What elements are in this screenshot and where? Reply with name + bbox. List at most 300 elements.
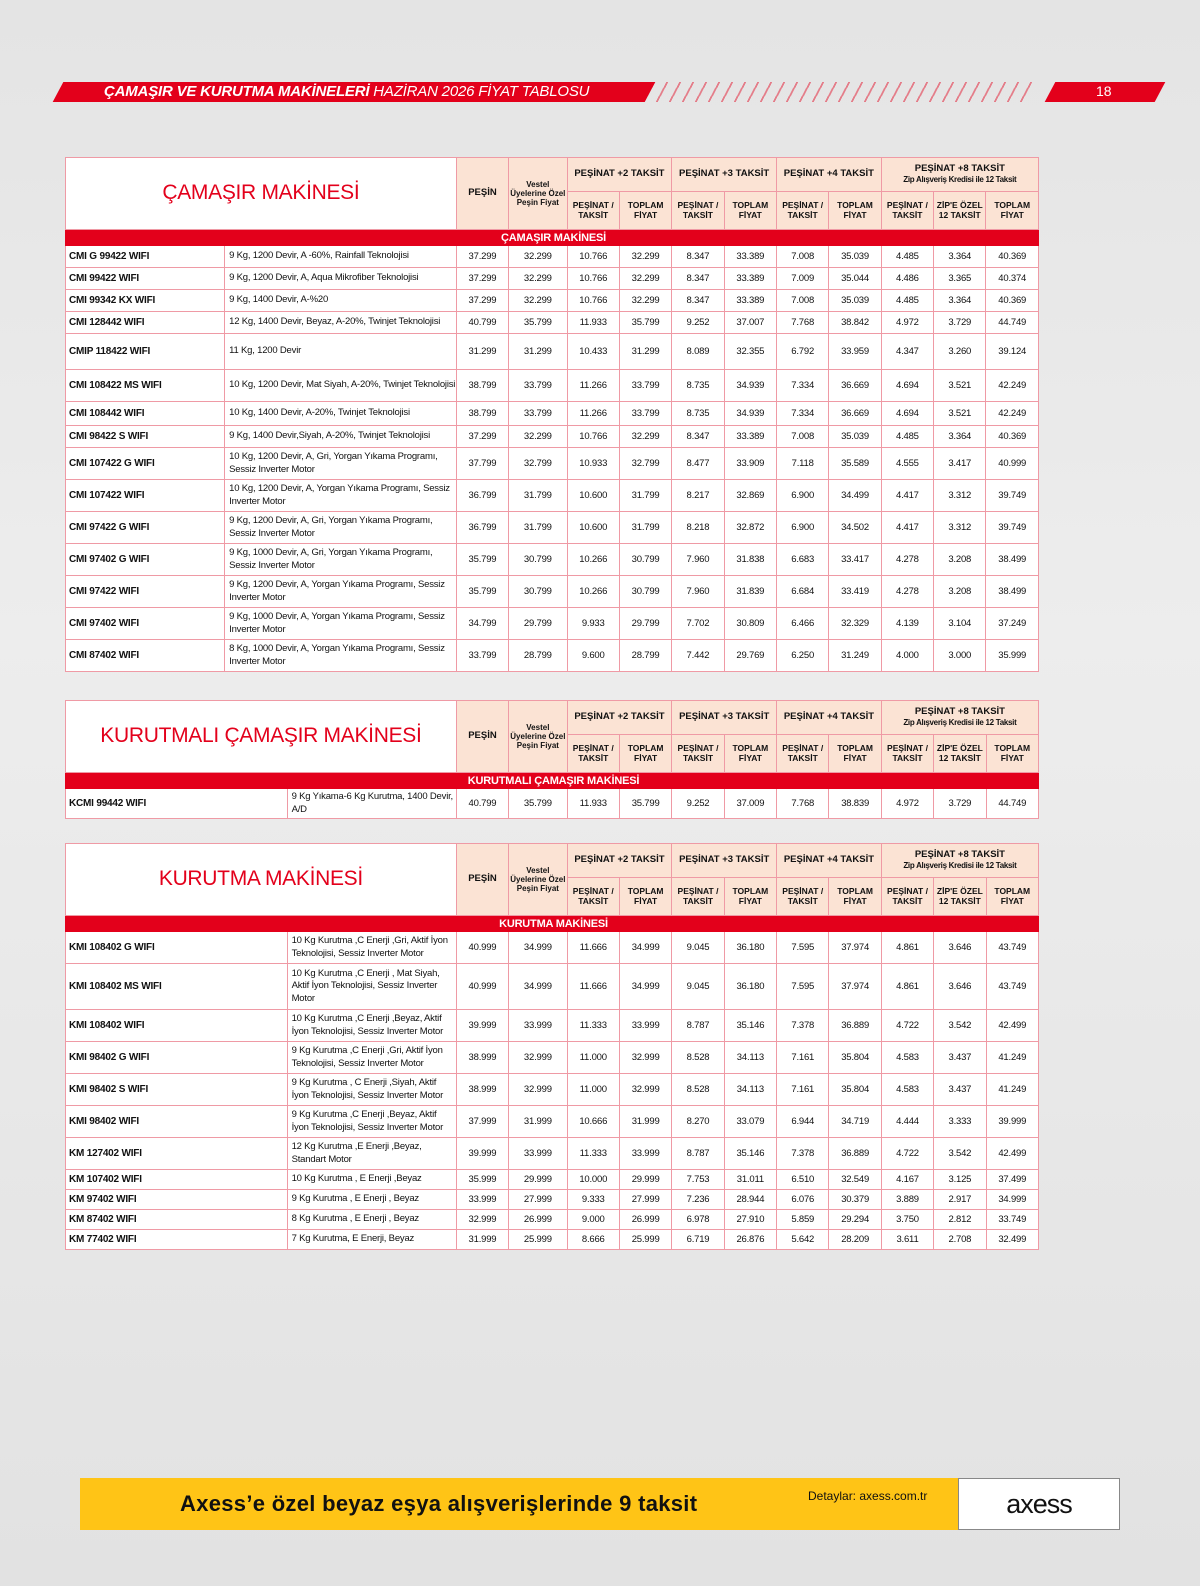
- table-row: [66, 640, 1039, 672]
- price-cell: 33.419: [829, 576, 881, 608]
- price-cell: 33.999: [456, 1190, 508, 1210]
- price-cell: 29.799: [619, 608, 671, 640]
- price-cell: 32.299: [509, 426, 567, 448]
- page-title-rest: HAZİRAN 2026 FİYAT TABLOSU: [369, 83, 590, 100]
- model-description: 7 Kg Kurutma, E Enerji, Beyaz: [287, 1230, 456, 1250]
- price-cell: 41.249: [986, 1074, 1038, 1106]
- table-row: [66, 268, 1039, 290]
- price-cell: 42.249: [986, 402, 1039, 426]
- model-description: 10 Kg Kurutma , E Enerji ,Beyaz: [287, 1170, 456, 1190]
- price-cell: 4.861: [881, 932, 933, 964]
- price-cell: 6.684: [776, 576, 828, 608]
- section-label: KURUTMALI ÇAMAŞIR MAKİNESİ: [66, 773, 1039, 789]
- col-pesinat-taksit: PEŞİNAT / TAKSİT: [777, 878, 829, 916]
- price-cell: 7.008: [776, 246, 828, 268]
- price-cell: 7.161: [777, 1074, 829, 1106]
- price-cell: 44.749: [986, 312, 1039, 334]
- model-description: 10 Kg, 1200 Devir, Mat Siyah, A-20%, Twinjet Teknolojisi: [225, 370, 457, 402]
- col-toplam-fiyat: TOPLAM FİYAT: [829, 878, 881, 916]
- col-group-p8-title: PEŞİNAT +8 TAKSİT: [914, 706, 1005, 718]
- col-toplam-fiyat: TOPLAM FİYAT: [986, 735, 1038, 773]
- price-cell: 40.799: [456, 789, 508, 819]
- price-cell: 4.583: [881, 1042, 933, 1074]
- price-cell: 37.249: [986, 608, 1039, 640]
- table-row: [66, 1042, 1039, 1074]
- page-header: [0, 82, 1200, 102]
- price-cell: 31.839: [724, 576, 776, 608]
- price-cell: 6.510: [777, 1170, 829, 1190]
- col-pesinat-taksit: PEŞİNAT / TAKSİT: [672, 192, 724, 230]
- price-cell: 10.266: [567, 576, 619, 608]
- price-cell: 33.999: [509, 1010, 567, 1042]
- price-cell: 39.999: [456, 1138, 508, 1170]
- price-cell: 34.999: [509, 932, 567, 964]
- price-cell: 6.076: [777, 1190, 829, 1210]
- table-row: [66, 512, 1039, 544]
- section-row: [66, 773, 1039, 789]
- price-cell: 36.669: [829, 402, 881, 426]
- price-cell: 38.842: [829, 312, 881, 334]
- price-cell: 4.139: [881, 608, 933, 640]
- table-row: [66, 608, 1039, 640]
- col-toplam-fiyat: TOPLAM FİYAT: [829, 735, 881, 773]
- price-cell: 8.528: [672, 1042, 724, 1074]
- price-cell: 29.799: [509, 608, 567, 640]
- price-cell: 3.521: [934, 370, 986, 402]
- model-code: KM 127402 WIFI: [66, 1138, 288, 1170]
- page-title-bold: ÇAMAŞIR VE KURUTMA MAKİNELERİ: [104, 83, 370, 100]
- price-cell: 3.364: [934, 290, 986, 312]
- price-cell: 32.869: [724, 480, 776, 512]
- price-cell: 33.999: [509, 1138, 567, 1170]
- table-row: [66, 1170, 1039, 1190]
- model-code: KMI 98402 S WIFI: [66, 1074, 288, 1106]
- col-group-p8: [881, 844, 1038, 878]
- price-cell: 7.236: [672, 1190, 724, 1210]
- model-description: 9 Kg Kurutma , E Enerji , Beyaz: [287, 1190, 456, 1210]
- price-cell: 4.972: [881, 789, 933, 819]
- model-description: 9 Kg, 1200 Devir, A -60%, Rainfall Teknolojisi: [225, 246, 457, 268]
- table-row: [66, 932, 1039, 964]
- price-cell: 40.799: [456, 312, 508, 334]
- price-cell: 34.939: [724, 370, 776, 402]
- price-cell: 34.719: [829, 1106, 881, 1138]
- table-row: [66, 1190, 1039, 1210]
- model-description: 9 Kg Kurutma ,C Enerji ,Beyaz, Aktif İyon Teknolojisi, Sessiz Inverter Motor: [287, 1106, 456, 1138]
- price-cell: 3.125: [934, 1170, 986, 1190]
- price-cell: 27.999: [509, 1190, 567, 1210]
- price-cell: 29.769: [724, 640, 776, 672]
- price-cell: 4.861: [881, 964, 933, 1010]
- price-cell: 8.666: [567, 1230, 619, 1250]
- price-cell: 35.039: [829, 246, 881, 268]
- model-description: 9 Kg, 1200 Devir, A, Gri, Yorgan Yıkama Programı, Sessiz Inverter Motor: [225, 512, 457, 544]
- price-cell: 35.799: [509, 789, 567, 819]
- price-cell: 39.749: [986, 512, 1039, 544]
- section-label: ÇAMAŞIR MAKİNESİ: [66, 230, 1039, 246]
- price-cell: 3.521: [934, 402, 986, 426]
- price-cell: 40.999: [986, 448, 1039, 480]
- price-cell: 30.799: [619, 576, 671, 608]
- table-row: [66, 402, 1039, 426]
- price-cell: 11.000: [567, 1042, 619, 1074]
- col-zip-ozel: ZİP'E ÖZEL 12 TAKSİT: [934, 192, 986, 230]
- price-cell: 4.722: [881, 1010, 933, 1042]
- price-cell: 3.312: [934, 512, 986, 544]
- price-cell: 4.722: [881, 1138, 933, 1170]
- price-cell: 7.768: [776, 312, 828, 334]
- price-cell: 8.528: [672, 1074, 724, 1106]
- price-cell: 35.799: [456, 576, 508, 608]
- col-pesinat-taksit: PEŞİNAT / TAKSİT: [881, 735, 933, 773]
- price-cell: 37.299: [456, 246, 508, 268]
- price-cell: 8.787: [672, 1138, 724, 1170]
- price-cell: 6.900: [776, 480, 828, 512]
- price-cell: 10.766: [567, 268, 619, 290]
- price-cell: 8.477: [672, 448, 724, 480]
- price-cell: 26.999: [509, 1210, 567, 1230]
- model-code: KMI 108402 G WIFI: [66, 932, 288, 964]
- price-cell: 4.167: [881, 1170, 933, 1190]
- price-cell: 11.000: [567, 1074, 619, 1106]
- price-cell: 33.389: [724, 426, 776, 448]
- table-row: [66, 544, 1039, 576]
- model-description: 9 Kg Yıkama-6 Kg Kurutma, 1400 Devir, A/D: [287, 789, 456, 819]
- price-cell: 2.812: [934, 1210, 986, 1230]
- price-cell: 31.999: [456, 1230, 508, 1250]
- model-code: KCMI 99442 WIFI: [66, 789, 288, 819]
- col-group-p8-title: PEŞİNAT +8 TAKSİT: [914, 163, 1005, 175]
- price-cell: 4.347: [881, 334, 933, 370]
- col-group-p2: PEŞİNAT +2 TAKSİT: [567, 158, 672, 192]
- col-toplam-fiyat: TOPLAM FİYAT: [619, 192, 671, 230]
- model-code: KMI 108402 WIFI: [66, 1010, 288, 1042]
- col-toplam-fiyat: TOPLAM FİYAT: [619, 878, 671, 916]
- price-cell: 4.417: [881, 480, 933, 512]
- price-cell: 33.909: [724, 448, 776, 480]
- col-pesin: PEŞİN: [456, 701, 508, 773]
- table-row: [66, 1010, 1039, 1042]
- col-toplam-fiyat: TOPLAM FİYAT: [986, 878, 1038, 916]
- col-pesin: PEŞİN: [456, 158, 508, 230]
- price-cell: 34.939: [724, 402, 776, 426]
- price-cell: 33.749: [986, 1210, 1038, 1230]
- price-cell: 34.999: [619, 964, 671, 1010]
- price-cell: 38.499: [986, 544, 1039, 576]
- price-cell: 11.933: [567, 789, 619, 819]
- price-cell: 33.799: [509, 370, 567, 402]
- price-cell: 35.804: [829, 1042, 881, 1074]
- price-cell: 7.118: [776, 448, 828, 480]
- price-cell: 31.999: [509, 1106, 567, 1138]
- model-description: 9 Kg, 1400 Devir, A-%20: [225, 290, 457, 312]
- price-cell: 44.749: [986, 789, 1038, 819]
- price-cell: 11.933: [567, 312, 619, 334]
- price-cell: 33.799: [619, 370, 671, 402]
- price-cell: 26.999: [619, 1210, 671, 1230]
- price-cell: 37.299: [456, 426, 508, 448]
- price-cell: 6.944: [777, 1106, 829, 1138]
- model-code: CMI 99422 WIFI: [66, 268, 225, 290]
- table-row: [66, 1074, 1039, 1106]
- price-cell: 3.417: [934, 448, 986, 480]
- col-toplam-fiyat: TOPLAM FİYAT: [986, 192, 1039, 230]
- price-cell: 8.347: [672, 268, 724, 290]
- price-cell: 8.735: [672, 402, 724, 426]
- col-pesinat-taksit: PEŞİNAT / TAKSİT: [567, 735, 619, 773]
- price-cell: 37.499: [986, 1170, 1038, 1190]
- price-cell: 38.999: [456, 1042, 508, 1074]
- table-title: KURUTMA MAKİNESİ: [66, 844, 457, 916]
- price-cell: 10.433: [567, 334, 619, 370]
- price-cell: 32.299: [509, 268, 567, 290]
- price-cell: 31.799: [509, 512, 567, 544]
- model-code: CMI 108442 WIFI: [66, 402, 225, 426]
- price-cell: 31.799: [619, 480, 671, 512]
- price-cell: 3.364: [934, 246, 986, 268]
- table-row: [66, 290, 1039, 312]
- price-cell: 35.799: [456, 544, 508, 576]
- price-cell: 30.799: [619, 544, 671, 576]
- price-cell: 31.299: [509, 334, 567, 370]
- model-description: 12 Kg, 1400 Devir, Beyaz, A-20%, Twinjet Teknolojisi: [225, 312, 457, 334]
- table-row: [66, 1138, 1039, 1170]
- price-cell: 42.249: [986, 370, 1039, 402]
- col-group-p8: [881, 701, 1038, 735]
- price-cell: 10.766: [567, 290, 619, 312]
- col-vestel-ozel: Vestel Üyelerine Özel Peşin Fiyat: [509, 158, 567, 230]
- col-group-p8-sub: Zip Alışveriş Kredisi ile 12 Taksit: [903, 718, 1017, 728]
- price-cell: 37.799: [456, 448, 508, 480]
- price-cell: 31.999: [619, 1106, 671, 1138]
- price-cell: 40.369: [986, 426, 1039, 448]
- price-cell: 35.044: [829, 268, 881, 290]
- price-cell: 32.299: [509, 290, 567, 312]
- price-cell: 4.694: [881, 402, 933, 426]
- col-group-p3: PEŞİNAT +3 TAKSİT: [672, 844, 777, 878]
- price-cell: 9.252: [672, 789, 724, 819]
- price-cell: 38.799: [456, 370, 508, 402]
- price-cell: 40.999: [456, 932, 508, 964]
- price-cell: 9.045: [672, 932, 724, 964]
- table-title: KURUTMALI ÇAMAŞIR MAKİNESİ: [66, 701, 457, 773]
- price-cell: 34.113: [724, 1074, 776, 1106]
- col-group-p8: [881, 158, 1038, 192]
- banner-text: Axess’e özel beyaz eşya alışverişlerinde 9 taksit: [180, 1491, 698, 1516]
- price-cell: 36.889: [829, 1138, 881, 1170]
- banner-details-link[interactable]: Detaylar: axess.com.tr: [808, 1489, 928, 1503]
- model-code: CMI 107422 G WIFI: [66, 448, 225, 480]
- table-row: [66, 448, 1039, 480]
- price-cell: 38.799: [456, 402, 508, 426]
- price-cell: 10.600: [567, 512, 619, 544]
- model-description: 11 Kg, 1200 Devir: [225, 334, 457, 370]
- price-cell: 29.999: [619, 1170, 671, 1190]
- price-cell: 3.542: [934, 1138, 986, 1170]
- price-cell: 28.944: [724, 1190, 776, 1210]
- model-code: KM 107402 WIFI: [66, 1170, 288, 1190]
- price-cell: 31.011: [724, 1170, 776, 1190]
- price-cell: 7.008: [776, 290, 828, 312]
- model-code: KM 77402 WIFI: [66, 1230, 288, 1250]
- price-cell: 11.666: [567, 964, 619, 1010]
- price-cell: 30.379: [829, 1190, 881, 1210]
- model-description: 10 Kg, 1200 Devir, A, Gri, Yorgan Yıkama Programı, Sessiz Inverter Motor: [225, 448, 457, 480]
- price-cell: 34.499: [829, 480, 881, 512]
- model-description: 9 Kg, 1200 Devir, A, Aqua Mikrofiber Teknolojisi: [225, 268, 457, 290]
- model-description: 8 Kg, 1000 Devir, A, Yorgan Yıkama Programı, Sessiz Inverter Motor: [225, 640, 457, 672]
- col-toplam-fiyat: TOPLAM FİYAT: [829, 192, 881, 230]
- price-cell: 36.799: [456, 512, 508, 544]
- col-group-p3: PEŞİNAT +3 TAKSİT: [672, 701, 777, 735]
- price-cell: 3.364: [934, 426, 986, 448]
- price-cell: 36.799: [456, 480, 508, 512]
- price-cell: 37.007: [724, 312, 776, 334]
- price-cell: 35.804: [829, 1074, 881, 1106]
- price-cell: 35.039: [829, 426, 881, 448]
- model-code: CMI 97422 G WIFI: [66, 512, 225, 544]
- col-toplam-fiyat: TOPLAM FİYAT: [724, 735, 776, 773]
- price-cell: 4.694: [881, 370, 933, 402]
- price-cell: 36.180: [724, 964, 776, 1010]
- model-code: CMI 97422 WIFI: [66, 576, 225, 608]
- col-toplam-fiyat: TOPLAM FİYAT: [724, 878, 776, 916]
- price-cell: 11.333: [567, 1138, 619, 1170]
- price-table-kurutma: [65, 843, 1039, 1250]
- price-cell: 39.999: [986, 1106, 1038, 1138]
- table-row: [66, 1230, 1039, 1250]
- model-description: 9 Kg Kurutma ,C Enerji ,Gri, Aktif İyon Teknolojisi, Sessiz Inverter Motor: [287, 1042, 456, 1074]
- table-row: [66, 789, 1039, 819]
- price-cell: 43.749: [986, 964, 1038, 1010]
- price-cell: 4.555: [881, 448, 933, 480]
- model-code: CMI 87402 WIFI: [66, 640, 225, 672]
- price-cell: 43.749: [986, 932, 1038, 964]
- price-cell: 42.499: [986, 1010, 1038, 1042]
- price-cell: 7.009: [776, 268, 828, 290]
- price-cell: 33.417: [829, 544, 881, 576]
- price-cell: 9.333: [567, 1190, 619, 1210]
- price-cell: 32.999: [509, 1042, 567, 1074]
- col-group-p8-sub: Zip Alışveriş Kredisi ile 12 Taksit: [903, 175, 1017, 185]
- price-cell: 7.753: [672, 1170, 724, 1190]
- col-group-p8-title: PEŞİNAT +8 TAKSİT: [914, 849, 1005, 861]
- price-cell: 32.999: [456, 1210, 508, 1230]
- price-cell: 33.999: [619, 1010, 671, 1042]
- table-row: [66, 246, 1039, 268]
- model-code: CMI 108422 MS WIFI: [66, 370, 225, 402]
- price-cell: 4.444: [881, 1106, 933, 1138]
- table-row: [66, 480, 1039, 512]
- model-description: 10 Kg Kurutma ,C Enerji ,Beyaz, Aktif İyon Teknolojisi, Sessiz Inverter Motor: [287, 1010, 456, 1042]
- model-code: KMI 108402 MS WIFI: [66, 964, 288, 1010]
- col-group-p4: PEŞİNAT +4 TAKSİT: [777, 844, 882, 878]
- price-cell: 4.485: [881, 246, 933, 268]
- price-cell: 4.486: [881, 268, 933, 290]
- price-cell: 3.000: [934, 640, 986, 672]
- price-cell: 6.978: [672, 1210, 724, 1230]
- price-cell: 7.768: [777, 789, 829, 819]
- col-vestel-ozel: Vestel Üyelerine Özel Peşin Fiyat: [509, 701, 567, 773]
- axess-banner[interactable]: [80, 1478, 1120, 1530]
- price-cell: 9.933: [567, 608, 619, 640]
- price-cell: 34.502: [829, 512, 881, 544]
- table-title: ÇAMAŞIR MAKİNESİ: [66, 158, 457, 230]
- price-cell: 37.299: [456, 268, 508, 290]
- price-cell: 7.161: [777, 1042, 829, 1074]
- price-cell: 7.702: [672, 608, 724, 640]
- price-cell: 32.329: [829, 608, 881, 640]
- price-cell: 31.799: [509, 480, 567, 512]
- price-cell: 37.009: [724, 789, 776, 819]
- price-cell: 7.008: [776, 426, 828, 448]
- price-cell: 35.999: [986, 640, 1039, 672]
- price-cell: 7.334: [776, 370, 828, 402]
- model-description: 8 Kg Kurutma , E Enerji , Beyaz: [287, 1210, 456, 1230]
- price-cell: 8.347: [672, 426, 724, 448]
- price-cell: 4.583: [881, 1074, 933, 1106]
- price-cell: 7.960: [672, 544, 724, 576]
- price-cell: 37.974: [829, 964, 881, 1010]
- price-cell: 36.180: [724, 932, 776, 964]
- price-cell: 40.369: [986, 246, 1039, 268]
- model-description: 9 Kg, 1200 Devir, A, Yorgan Yıkama Programı, Sessiz Inverter Motor: [225, 576, 457, 608]
- model-description: 9 Kg, 1400 Devir,Siyah, A-20%, Twinjet Teknolojisi: [225, 426, 457, 448]
- price-cell: 38.839: [829, 789, 881, 819]
- price-cell: 34.999: [986, 1190, 1038, 1210]
- price-cell: 3.208: [934, 544, 986, 576]
- price-cell: 7.378: [777, 1138, 829, 1170]
- price-cell: 33.799: [619, 402, 671, 426]
- price-cell: 36.669: [829, 370, 881, 402]
- price-cell: 3.437: [934, 1042, 986, 1074]
- model-code: CMI 97402 G WIFI: [66, 544, 225, 576]
- col-group-p8-sub: Zip Alışveriş Kredisi ile 12 Taksit: [903, 861, 1017, 871]
- price-cell: 4.485: [881, 426, 933, 448]
- price-cell: 10.766: [567, 426, 619, 448]
- price-cell: 4.278: [881, 544, 933, 576]
- page-number: 18: [1096, 83, 1112, 99]
- price-cell: 28.799: [619, 640, 671, 672]
- price-cell: 3.104: [934, 608, 986, 640]
- price-cell: 8.217: [672, 480, 724, 512]
- price-cell: 9.600: [567, 640, 619, 672]
- price-cell: 3.208: [934, 576, 986, 608]
- price-cell: 10.766: [567, 246, 619, 268]
- model-code: KMI 98402 G WIFI: [66, 1042, 288, 1074]
- model-code: KMI 98402 WIFI: [66, 1106, 288, 1138]
- price-cell: 8.270: [672, 1106, 724, 1138]
- price-cell: 4.278: [881, 576, 933, 608]
- price-cell: 32.299: [619, 426, 671, 448]
- price-cell: 7.960: [672, 576, 724, 608]
- price-cell: 32.299: [619, 246, 671, 268]
- model-code: CMIP 118422 WIFI: [66, 334, 225, 370]
- price-cell: 33.799: [456, 640, 508, 672]
- model-code: CMI 128442 WIFI: [66, 312, 225, 334]
- col-pesinat-taksit: PEŞİNAT / TAKSİT: [776, 192, 828, 230]
- price-cell: 7.595: [777, 932, 829, 964]
- price-cell: 33.079: [724, 1106, 776, 1138]
- section-row: [66, 916, 1039, 932]
- price-cell: 35.589: [829, 448, 881, 480]
- model-code: CMI 97402 WIFI: [66, 608, 225, 640]
- price-cell: 7.334: [776, 402, 828, 426]
- price-cell: 35.146: [724, 1138, 776, 1170]
- price-cell: 7.378: [777, 1010, 829, 1042]
- price-cell: 35.799: [619, 312, 671, 334]
- price-cell: 35.146: [724, 1010, 776, 1042]
